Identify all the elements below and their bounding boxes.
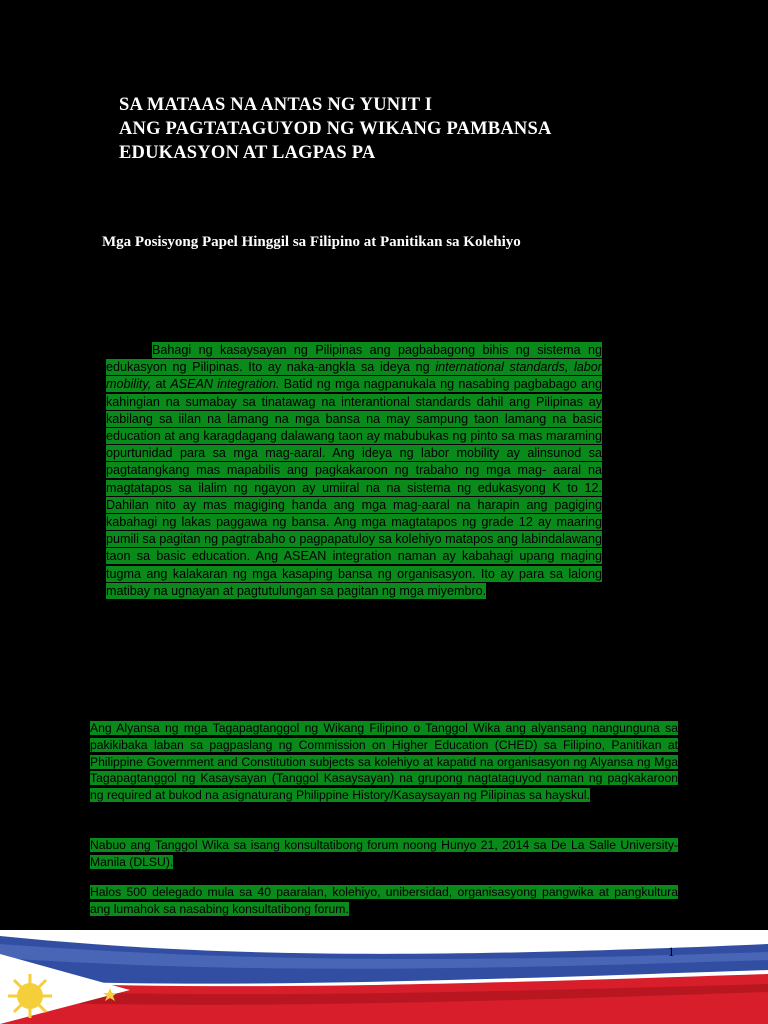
document-subheading: Mga Posisyong Papel Hinggil sa Filipino at Panitikan sa Kolehiyo <box>102 234 521 250</box>
paragraph-3-text: Nabuo ang Tanggol Wika sa isang konsultatibong forum noong Hunyo 21, 2014 sa De La Salle University-Manila (DLSU). <box>90 838 678 869</box>
main-paragraph-italic-a: international standards, labor mobility, <box>106 360 602 392</box>
main-paragraph-text-c: Batid ng mga nagpanukala ng nasabing pagbabago ang kahingian na sumabay sa tinatawag na interantional standards dahil ang Pilipinas ay kabilang sa iilan na lamang na mga bansa na may sampung taon lamang na basic education at ang karagdagang dalawang taon ay mabubukas ng pinto sa mas maraming opurtunidad para sa mga mag-aaral. Ang ideya ng labor mobility ay alinsunod sa pagtatangkang mas mapabilis ang pagkakaroon ng trabaho ng mga mag- aaral na magtatapos sa ilalim ng ngayon ay umiiral na na sistema ng edukasyong K to 12. Dahilan nito ay mas magiging handa ang mga mag-aaral na harapin ang pagiging kabahagi ng lakas paggawa ng bansa. Ang mga magtatapos ng grade 12 ay maaring pumili sa pagitan ng pagtrabaho o pagpapatuloy sa kolehiyo matapos ang labindalawang taon sa basic education. Ang ASEAN integration naman ay kabahagi upang maging tugma ang kalakaran ng mga kasaping bansa ng organisasyon. Ito ay para sa lalong matibay na ugnayan at pagtutulungan sa pagitan ng mga miyembro. <box>106 377 602 598</box>
page-number: 1 <box>668 944 675 959</box>
main-paragraph-italic-b: ASEAN integration. <box>170 377 280 392</box>
paragraph-4-text: Halos 500 delegado mula sa 40 paaralan, kolehiyo, unibersidad, organisasyong pangwika at pangkultura ang lumahok sa nasabing konsultatibong forum. <box>90 885 678 916</box>
philippine-flag-wave-icon <box>0 930 768 1024</box>
main-paragraph <box>106 342 602 600</box>
heading-line-1: SA MATAAS NA ANTAS NG YUNIT I <box>119 95 433 115</box>
heading-line-2: ANG PAGTATAGUYOD NG WIKANG PAMBANSA <box>119 119 552 139</box>
paragraph-tanggol-wika <box>90 720 678 804</box>
paragraph-2-text: Ang Alyansa ng mga Tagapagtanggol ng Wikang Filipino o Tanggol Wika ang alyansang nangunguna sa pakikibaka laban sa pagpaslang ng Commission on Higher Education (CHED) sa Filipino, Panitikan at Philippine Government and Constitution subjects sa kolehiyo at kapatid na organisasyon ng Alyansa ng Mga Tagapagtanggol ng Kasaysayan (Tanggol Kasaysayan) na grupong nagtataguyod naman ng pagkakaroon ng required at bukod na asignaturang Philippine History/Kasaysayan ng Pilipinas sa hayskul. <box>90 721 678 803</box>
main-paragraph-text-b: at <box>151 377 171 392</box>
main-paragraph-highlight <box>106 342 602 599</box>
heading-line-3: EDUKASYON AT LAGPAS PA <box>119 143 376 163</box>
main-paragraph-text-a: Bahagi ng kasaysayan ng Pilipinas ang pagbabagong bihis ng sistema ng edukasyon ng Pilipinas. Ito ay naka-angkla sa ideya ng <box>106 343 602 375</box>
document-heading <box>119 93 679 165</box>
paragraph-founding <box>90 837 678 871</box>
paragraph-delegates <box>90 884 678 918</box>
